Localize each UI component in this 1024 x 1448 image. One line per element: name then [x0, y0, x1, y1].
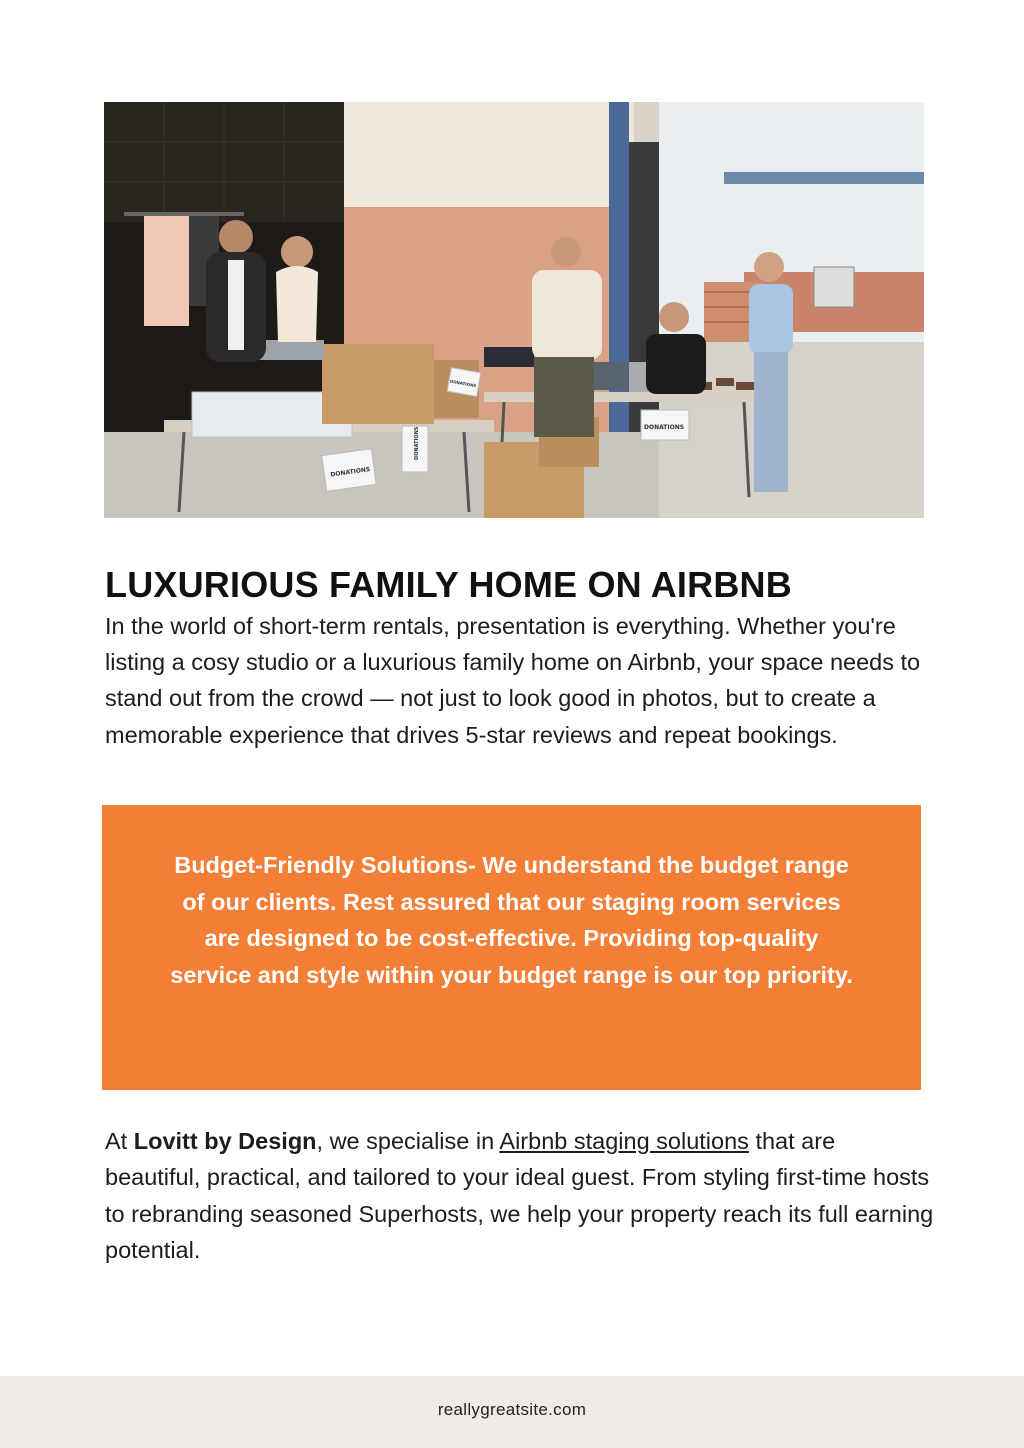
footer [0, 1376, 1024, 1448]
sign-label: DONATIONS [644, 424, 685, 431]
closing-suffix: that are beautiful, practical, and tailored to your ideal guest. From styling first-time hosts to rebranding seasoned Superhosts, we help your property reach its full earning potential. [105, 1128, 934, 1264]
page-title: LUXURIOUS FAMILY HOME ON AIRBNB [105, 564, 792, 605]
intro-paragraph: In the world of short-term rentals, presentation is everything. Whether you're listing a cosy studio or a luxurious family home on Airbnb, your space needs to stand out from the crowd — not just to look good in photos, but to create a memorable experience that drives 5-star reviews and repeat bookings. [105, 613, 921, 748]
closing-middle: , we specialise in [316, 1128, 500, 1154]
hero-photo [104, 102, 924, 518]
callout-text: Budget-Friendly Solutions- We understand the budget range of our clients. Rest assured that our staging room services are designed to be cost-effective. Providing top-quality service and style within your budget range is our top priority. [170, 852, 853, 988]
hero-illustration [104, 102, 924, 518]
sign-label: DONATIONS [330, 466, 371, 479]
closing-prefix: At [105, 1128, 134, 1154]
sign-label: DONATIONS [449, 378, 477, 389]
brand-name: Lovitt by Design [133, 1128, 317, 1154]
footer-site-url: reallygreatsite.com [437, 1400, 587, 1419]
sign-label: DONATIONS [414, 426, 420, 460]
airbnb-staging-link[interactable]: Airbnb staging solutions [499, 1128, 749, 1154]
callout-box [102, 805, 921, 1090]
closing-paragraph [105, 1123, 935, 1269]
